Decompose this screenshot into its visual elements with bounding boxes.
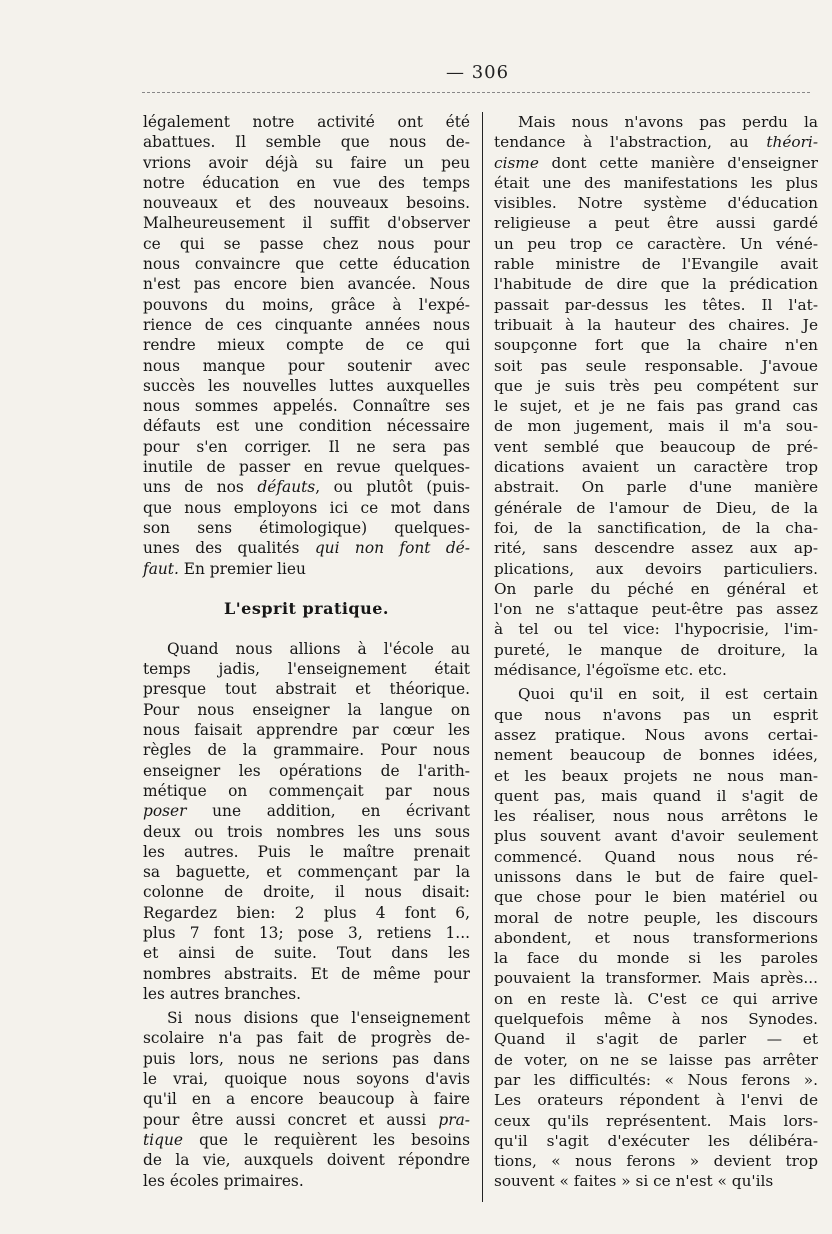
text-line: scolaire n'a pas fait de progrès de- <box>143 1029 470 1048</box>
text-line: par les difficultés: « Nous ferons ». <box>494 1070 818 1089</box>
text-line: cisme dont cette manière d'enseigner <box>494 153 818 172</box>
text-line: nous faisait apprendre par cœur les <box>143 721 470 740</box>
text-line: rable ministre de l'Evangile avait <box>494 255 818 274</box>
text-line: plus souvent avant d'avoir seulement <box>494 827 818 846</box>
text-line: le vrai, quoique nous soyons d'avis <box>143 1070 470 1089</box>
text-line: métique on commençait par nous <box>143 781 470 800</box>
text-line: un peu trop ce caractère. Un véné- <box>494 234 818 253</box>
text-line: vrions avoir déjà su faire un peu <box>143 153 470 172</box>
text-line: Quand il s'agit de parler — et <box>494 1030 818 1049</box>
text-line: Si nous disions que l'enseignement <box>167 1009 470 1028</box>
text-line: commencé. Quand nous nous ré- <box>494 847 818 866</box>
text-line: était une des manifestations les plus <box>494 173 818 192</box>
text-line: uns de nos défauts, ou plutôt (puis- <box>143 478 470 497</box>
text-line: nous convaincre que cette éducation <box>143 255 470 274</box>
text-line: nous manque pour soutenir avec <box>143 356 470 375</box>
text-line: de mon jugement, mais il m'a sou- <box>494 417 818 436</box>
text-line: tendance à l'abstraction, au théori- <box>494 133 818 152</box>
text-line: et les beaux projets ne nous man- <box>494 766 818 785</box>
text-line: l'habitude de dire que la prédication <box>494 275 818 294</box>
text-line: l'on ne s'attaque peut-être pas assez <box>494 600 818 619</box>
text-line: souvent « faites » si ce n'est « qu'ils <box>494 1172 774 1191</box>
text-line: défauts est une condition nécessaire <box>143 417 470 436</box>
text-line: qu'il s'agit d'exécuter les délibéra- <box>494 1131 818 1150</box>
text-line: abstrait. On parle d'une manière <box>494 478 818 497</box>
text-line: rité, sans descendre assez aux ap- <box>494 539 818 558</box>
text-line: religieuse a peut être aussi gardé <box>494 214 818 233</box>
text-line: Les orateurs répondent à l'envi de <box>494 1091 818 1110</box>
text-line: moral de notre peuple, les discours <box>494 908 818 927</box>
text-line: ceux qu'ils représentent. Mais lors- <box>494 1111 818 1130</box>
text-line: presque tout abstrait et théorique. <box>143 680 470 699</box>
text-line: On parle du péché en général et <box>494 579 818 598</box>
text-line: rendre mieux compte de ce qui <box>143 336 470 355</box>
text-line: pouvons du moins, grâce à l'expé- <box>143 295 470 314</box>
text-line: les autres. Puis le maître prenait <box>143 842 470 861</box>
text-line: qu'il en a encore beaucoup à faire <box>143 1090 470 1109</box>
text-line: que nous employons ici ce mot dans <box>143 498 470 517</box>
left-paragraph-3 <box>143 1008 470 1191</box>
text-line: à tel ou tel vice: l'hypocrisie, l'im- <box>494 620 818 639</box>
text-line: abondent, et nous transformerions <box>494 928 818 947</box>
text-line: puis lors, nous ne serions pas dans <box>143 1049 470 1068</box>
text-line: les réaliser, nous nous arrêtons le <box>494 807 818 826</box>
text-line: inutile de passer en revue quelques- <box>143 458 470 477</box>
text-line: Malheureusement il suffit d'observer <box>143 214 470 233</box>
text-line: médisance, l'égoïsme etc. etc. <box>494 661 727 680</box>
text-line: Mais nous n'avons pas perdu la <box>518 113 818 131</box>
text-line: tions, « nous ferons » devient trop <box>494 1152 818 1171</box>
left-paragraph-1 <box>143 112 470 579</box>
text-line: Regardez bien: 2 plus 4 font 6, <box>143 903 470 922</box>
text-line: ce qui se passe chez nous pour <box>143 234 470 253</box>
text-line: assez pratique. Nous avons certai- <box>494 725 818 744</box>
right-paragraph-2 <box>494 684 818 1191</box>
text-line: colonne de droite, il nous disait: <box>143 883 470 902</box>
text-line: soit pas seule responsable. J'avoue <box>494 356 818 375</box>
text-line: pureté, le manque de droiture, la <box>494 640 818 659</box>
text-line: le sujet, et je ne fais pas grand cas <box>494 397 818 416</box>
text-line: nombres abstraits. Et de même pour <box>143 964 470 983</box>
text-line: tribuait à la hauteur des chaires. Je <box>494 315 818 334</box>
text-line: sa baguette, et commençant par la <box>143 863 470 882</box>
right-column <box>494 112 818 1192</box>
text-line: abattues. Il semble que nous de- <box>143 133 470 152</box>
text-line: poser une addition, en écrivant <box>143 802 470 821</box>
text-line: plications, aux devoirs particuliers. <box>494 559 818 578</box>
text-line: plus 7 font 13; pose 3, retiens 1... <box>143 923 470 942</box>
text-line: légalement notre activité ont été <box>143 113 470 131</box>
text-line: deux ou trois nombres les uns sous <box>143 822 470 841</box>
text-line: de voter, on ne se laisse pas arrêter <box>494 1050 818 1069</box>
text-line: quent pas, mais quand il s'agit de <box>494 786 818 805</box>
text-line: on en reste là. C'est ce qui arrive <box>494 989 818 1008</box>
text-line: générale de l'amour de Dieu, de la <box>494 498 818 517</box>
text-line: n'est pas encore bien avancée. Nous <box>143 275 470 294</box>
text-line: Quand nous allions à l'école au <box>167 639 470 658</box>
text-line: les autres branches. <box>143 984 302 1003</box>
section-heading: L'esprit pratique. <box>223 598 389 618</box>
text-line: quelquefois même à nos Synodes. <box>494 1010 818 1029</box>
text-line: rience de ces cinquante années nous <box>143 315 470 334</box>
text-line: nous sommes appelés. Connaître ses <box>143 397 470 416</box>
header-rule <box>142 92 810 93</box>
text-line: nouveaux et des nouveaux besoins. <box>143 194 470 213</box>
text-line: unes des qualités qui non font dé- <box>143 539 470 558</box>
text-line: pouvaient la transformer. Mais après... <box>494 969 818 988</box>
text-line: que je suis très peu compétent sur <box>494 376 818 395</box>
text-line: que nous n'avons pas un esprit <box>494 705 818 724</box>
text-line: que chose pour le bien matériel ou <box>494 888 818 907</box>
left-paragraph-2 <box>143 639 470 1004</box>
text-line: vent semblé que beaucoup de pré- <box>494 437 818 456</box>
text-line: unissons dans le but de faire quel- <box>494 867 818 886</box>
text-line: passait par-dessus les têtes. Il l'at- <box>494 295 818 314</box>
column-divider <box>482 112 483 1202</box>
text-line: pour s'en corriger. Il ne sera pas <box>143 437 470 456</box>
text-line: notre éducation en vue des temps <box>143 173 470 192</box>
text-line: temps jadis, l'enseignement était <box>143 660 470 679</box>
text-line: la face du monde si les paroles <box>494 949 818 968</box>
text-line: de la vie, auxquels doivent répondre <box>143 1151 470 1170</box>
text-line: Quoi qu'il en soit, il est certain <box>518 685 818 704</box>
page-number: — 306 <box>446 62 510 83</box>
right-paragraph-1 <box>494 112 818 680</box>
text-line: dications avaient un caractère trop <box>494 458 818 477</box>
text-line: règles de la grammaire. Pour nous <box>143 741 470 760</box>
text-line: Pour nous enseigner la langue on <box>143 700 470 719</box>
text-line: enseigner les opérations de l'arith- <box>143 761 470 780</box>
text-line: faut. En premier lieu <box>143 559 306 578</box>
text-line: les écoles primaires. <box>143 1171 304 1190</box>
text-line: nement beaucoup de bonnes idées, <box>494 746 818 765</box>
text-line: succès les nouvelles luttes auxquelles <box>143 376 470 395</box>
left-column <box>143 112 470 1191</box>
text-line: foi, de la sanctification, de la cha- <box>494 518 818 537</box>
text-line: son sens étimologique) quelques- <box>143 518 470 537</box>
text-line: soupçonne fort que la chaire n'en <box>494 336 818 355</box>
text-line: visibles. Notre système d'éducation <box>494 194 818 213</box>
text-line: tique que le requièrent les besoins <box>143 1130 470 1149</box>
text-line: pour être aussi concret et aussi pra- <box>143 1110 470 1129</box>
text-line: et ainsi de suite. Tout dans les <box>143 944 470 963</box>
